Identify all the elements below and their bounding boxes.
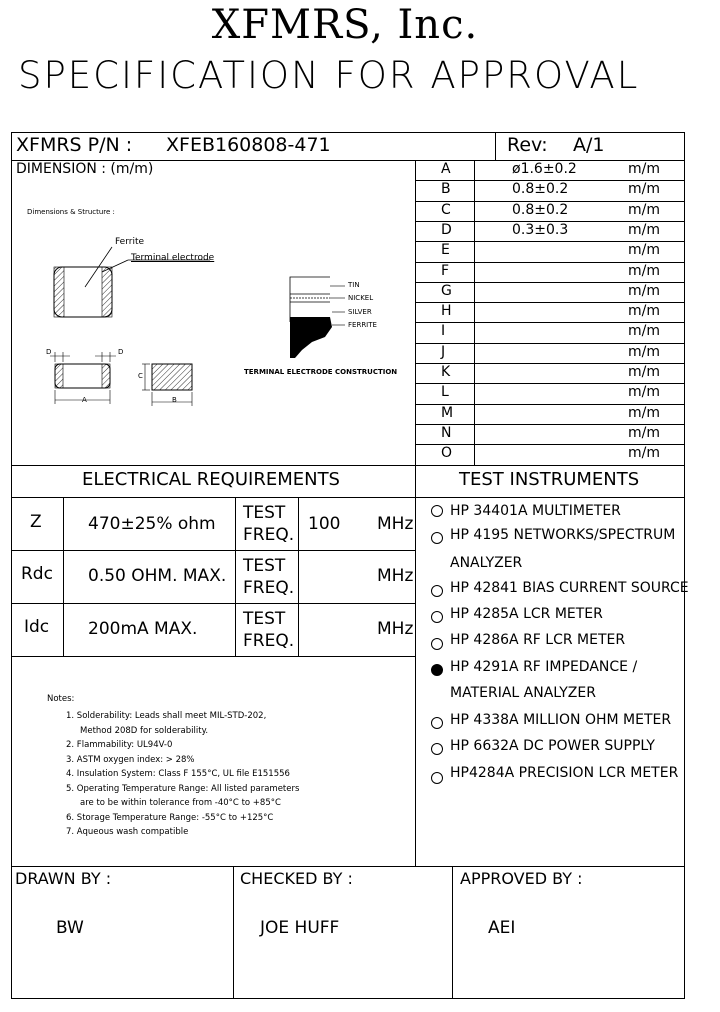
freq-value: 100 xyxy=(308,514,341,534)
dimension-letter: F xyxy=(441,262,450,279)
dimension-unit: m/m xyxy=(628,404,660,421)
instrument-label: HP 4291A RF IMPEDANCE / xyxy=(450,659,638,675)
dimension-unit: m/m xyxy=(628,221,660,238)
revision-value: A/1 xyxy=(573,134,605,156)
ferrite-label: Ferrite xyxy=(115,237,145,247)
note-line: are to be within tolerance from -40°C to +85°C xyxy=(80,798,281,808)
dimension-letter: E xyxy=(441,242,450,259)
instrument-label-continued: MATERIAL ANALYZER xyxy=(450,685,596,701)
instruments-heading: TEST INSTRUMENTS xyxy=(459,469,640,490)
param-name: Idc xyxy=(24,617,50,637)
dimension-unit: m/m xyxy=(628,343,660,360)
dimension-label: DIMENSION : (m/m) xyxy=(16,161,154,177)
notes-title: Notes: xyxy=(47,694,75,704)
dim-letter-c: C xyxy=(138,372,143,380)
dimension-unit: m/m xyxy=(628,201,660,218)
instrument-radio[interactable] xyxy=(431,611,443,623)
dimension-letter: G xyxy=(441,282,452,299)
note-line: 2. Flammability: UL94V-0 xyxy=(66,740,173,750)
part-number-value: XFEB160808-471 xyxy=(166,134,331,156)
freq-unit: MHz xyxy=(377,566,414,586)
dimension-row xyxy=(416,160,684,180)
test-label: TEST xyxy=(243,503,286,523)
dimension-letter: D xyxy=(441,221,452,238)
dimension-unit: m/m xyxy=(628,424,660,441)
instrument-radio[interactable] xyxy=(431,772,443,784)
dimension-letter: N xyxy=(441,424,452,441)
dimension-letter: M xyxy=(441,404,454,421)
drawn-by-value: BW xyxy=(56,918,84,938)
dimension-letter: K xyxy=(441,364,451,380)
dimension-row xyxy=(416,282,684,302)
dimension-unit: m/m xyxy=(628,445,660,462)
dimension-row xyxy=(416,221,684,241)
dimension-unit: m/m xyxy=(628,282,660,299)
dimension-unit: m/m xyxy=(628,364,660,380)
approved-by-value: AEI xyxy=(488,918,516,938)
dimension-row xyxy=(416,201,684,221)
terminal-electrode-label: Terminal electrode xyxy=(131,253,215,263)
electrical-heading: ELECTRICAL REQUIREMENTS xyxy=(82,469,340,490)
dimension-row xyxy=(416,302,684,322)
param-value: 470±25% ohm xyxy=(88,514,216,534)
dimension-letter: H xyxy=(441,303,452,320)
dimension-unit: m/m xyxy=(628,181,660,198)
instrument-label-continued: ANALYZER xyxy=(450,555,523,571)
instrument-radio[interactable] xyxy=(431,505,443,517)
notes-list xyxy=(66,709,299,840)
layer-silver-label: SILVER xyxy=(348,308,372,316)
layer-nickel-label: NICKEL xyxy=(348,294,374,302)
checked-by-value: JOE HUFF xyxy=(260,918,340,938)
note-line: 1. Solderability: Leads shall meet MIL-STD-202, xyxy=(66,711,267,721)
dimension-unit: m/m xyxy=(628,262,660,279)
test-label: TEST xyxy=(243,609,286,629)
dimension-row xyxy=(416,241,684,261)
dimension-unit: m/m xyxy=(628,303,660,320)
dimension-letter: O xyxy=(441,445,453,462)
component-drawing xyxy=(40,232,400,412)
approved-by-label: APPROVED BY : xyxy=(460,869,583,888)
electrode-construction xyxy=(290,277,345,358)
dimension-row xyxy=(416,404,684,424)
param-name: Rdc xyxy=(21,564,53,584)
dimension-letter: I xyxy=(441,323,446,340)
note-line: 4. Insulation System: Class F 155°C, UL file E151556 xyxy=(66,769,290,779)
freq-label: FREQ. xyxy=(243,631,295,651)
dim-letter-b: B xyxy=(172,396,177,404)
dimension-letter: A xyxy=(441,161,451,177)
part-number-label: XFMRS P/N : xyxy=(16,134,133,156)
dimension-value: 0.8±0.2 xyxy=(512,201,569,218)
dimension-row xyxy=(416,444,684,464)
dimension-row xyxy=(416,363,684,383)
instrument-label: HP4284A PRECISION LCR METER xyxy=(450,765,679,781)
instrument-radio[interactable] xyxy=(431,585,443,597)
layer-ferrite-label: FERRITE xyxy=(348,321,377,329)
freq-unit: MHz xyxy=(377,514,414,534)
dimension-row xyxy=(416,343,684,363)
dimension-letter: L xyxy=(441,384,449,401)
dimension-row xyxy=(416,262,684,282)
construction-caption: TERMINAL ELECTRODE CONSTRUCTION xyxy=(244,368,398,376)
dimension-unit: m/m xyxy=(628,242,660,259)
note-line: 5. Operating Temperature Range: All listed parameters xyxy=(66,783,300,794)
dim-letter-d-left: D xyxy=(46,348,52,356)
revision-label: Rev: xyxy=(507,134,548,156)
dimension-row xyxy=(416,383,684,403)
instrument-label: HP 6632A DC POWER SUPPLY xyxy=(450,738,655,754)
checked-by-label: CHECKED BY : xyxy=(240,869,353,888)
dimension-letter: B xyxy=(441,181,451,198)
dimension-value: 0.3±0.3 xyxy=(512,221,569,238)
dimension-row xyxy=(416,424,684,444)
dimension-letter: C xyxy=(441,201,451,218)
instrument-label: HP 4195 NETWORKS/SPECTRUM xyxy=(450,527,676,543)
note-line: 7. Aqueous wash compatible xyxy=(66,827,189,837)
param-value: 200mA MAX. xyxy=(88,619,198,639)
dim-letter-d-right: D xyxy=(118,348,124,356)
instrument-radio[interactable] xyxy=(431,532,443,544)
instrument-label: HP 4285A LCR METER xyxy=(450,606,603,622)
structure-title: Dimensions & Structure : xyxy=(27,208,115,216)
instrument-label: HP 4338A MILLION OHM METER xyxy=(450,712,672,728)
instrument-label: HP 4286A RF LCR METER xyxy=(450,632,626,648)
note-line: 6. Storage Temperature Range: -55°C to +125°C xyxy=(66,812,274,823)
chip-end-view xyxy=(142,364,192,406)
instrument-radio[interactable] xyxy=(431,638,443,650)
dimension-value: 0.8±0.2 xyxy=(512,181,569,198)
dimension-row xyxy=(416,322,684,342)
instrument-label: HP 42841 BIAS CURRENT SOURCE xyxy=(450,580,689,596)
dimension-unit: m/m xyxy=(628,323,660,340)
instrument-label: HP 34401A MULTIMETER xyxy=(450,503,621,519)
test-label: TEST xyxy=(243,556,286,576)
dim-letter-a: A xyxy=(82,396,87,404)
dimension-value: ø1.6±0.2 xyxy=(512,161,577,177)
drawn-by-label: DRAWN BY : xyxy=(15,869,112,888)
dimension-unit: m/m xyxy=(628,384,660,401)
note-line: Method 208D for solderability. xyxy=(80,725,209,736)
param-name: Z xyxy=(30,512,42,532)
param-value: 0.50 OHM. MAX. xyxy=(88,566,227,586)
company-name: XFMRS, Inc. xyxy=(211,2,479,48)
layer-tin-label: TIN xyxy=(348,281,360,289)
freq-label: FREQ. xyxy=(243,525,295,545)
note-line: 3. ASTM oxygen index: > 28% xyxy=(66,754,195,765)
freq-label: FREQ. xyxy=(243,578,295,598)
dimension-row xyxy=(416,180,684,200)
instrument-radio[interactable] xyxy=(431,743,443,755)
freq-unit: MHz xyxy=(377,619,414,639)
instrument-radio-selected[interactable] xyxy=(431,664,443,676)
instrument-radio[interactable] xyxy=(431,717,443,729)
dimension-letter: J xyxy=(441,343,446,360)
document-subtitle: SPECIFICATION FOR APPROVAL xyxy=(18,54,640,97)
dimension-unit: m/m xyxy=(628,161,660,177)
